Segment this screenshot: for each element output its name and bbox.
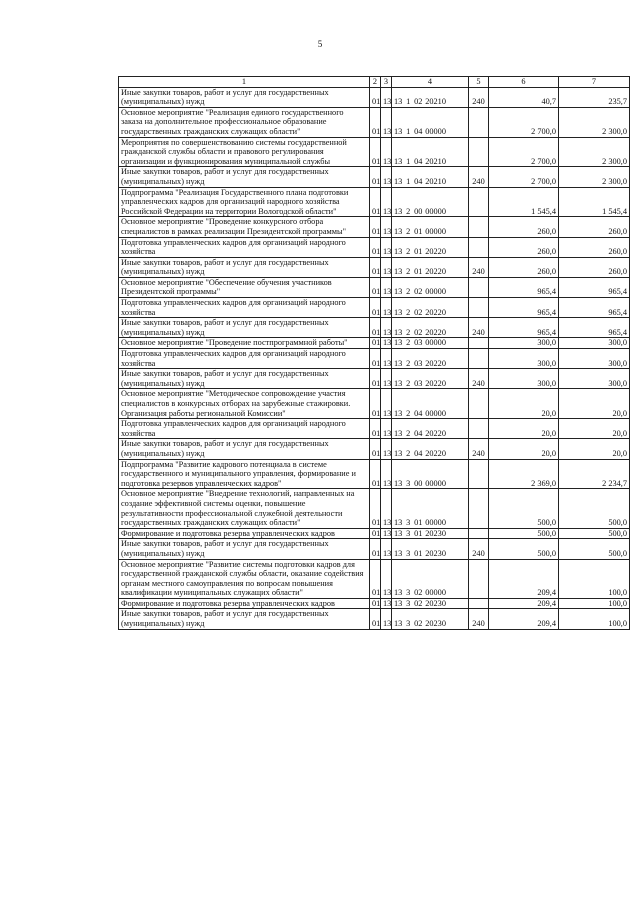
table-row [119,257,630,277]
row-value-year2: 260,0 [559,257,630,277]
row-subsection: 13 [381,257,392,277]
row-expense-type [469,298,489,318]
row-name: Основное мероприятие "Развитие системы подготовки кадров для государственной гражданской службы области, оказание содействия органам местного самоуправления по вопросам повышения квалификации муниципальных служащих области" [119,559,370,598]
row-subsection: 13 [381,389,392,419]
code-part: 13 [394,428,403,438]
row-name: Иные закупки товаров, работ и услуг для государственных (муниципальных) нужд [119,539,370,559]
table-row [119,459,630,489]
code-part: 02 [414,598,423,608]
code-part: 00000 [425,226,446,236]
table-row [119,237,630,257]
row-subsection: 13 [381,107,392,137]
row-value-year1: 2 700,0 [489,137,559,167]
code-part: 02 [414,327,423,337]
table-row [119,598,630,609]
code-part: 13 [394,378,403,388]
row-expense-type [469,349,489,369]
row-value-year1: 2 700,0 [489,167,559,187]
code-part: 1 [406,176,411,186]
row-expense-type [469,459,489,489]
row-value-year1: 20,0 [489,439,559,459]
row-expense-type: 240 [469,257,489,277]
code-part: 2 [406,378,411,388]
row-subsection: 13 [381,439,392,459]
code-part: 20230 [425,619,446,629]
row-target-code [392,369,469,389]
row-target-code [392,338,469,349]
row-section: 01 [370,167,381,187]
row-section: 01 [370,489,381,528]
code-part: 20220 [425,448,446,458]
row-section: 01 [370,318,381,338]
code-part: 20220 [425,307,446,317]
code-part: 13 [394,338,403,348]
row-expense-type [469,187,489,217]
code-part: 20220 [425,267,446,277]
row-target-code [392,137,469,167]
code-part: 13 [394,478,403,488]
code-part: 01 [414,247,423,257]
code-part: 00000 [425,478,446,488]
code-part: 00000 [425,518,446,528]
row-value-year2: 20,0 [559,439,630,459]
table-row [119,217,630,237]
header-cell: 4 [392,77,469,88]
row-name: Иные закупки товаров, работ и услуг для государственных (муниципальных) нужд [119,439,370,459]
code-part: 04 [414,176,423,186]
code-part: 2 [406,307,411,317]
row-section: 01 [370,137,381,167]
code-part: 02 [414,307,423,317]
row-name: Иные закупки товаров, работ и услуг для государственных (муниципальных) нужд [119,87,370,107]
row-value-year2: 300,0 [559,369,630,389]
row-subsection: 13 [381,237,392,257]
code-part: 00 [414,206,423,216]
code-part: 2 [406,287,411,297]
row-value-year2: 2 234,7 [559,459,630,489]
row-subsection: 13 [381,217,392,237]
budget-table [118,76,630,630]
row-value-year2: 260,0 [559,237,630,257]
table-row [119,298,630,318]
code-part: 13 [394,619,403,629]
table-row [119,318,630,338]
code-part: 1 [406,97,411,107]
row-target-code [392,217,469,237]
code-part: 00000 [425,338,446,348]
row-subsection: 13 [381,598,392,609]
row-value-year1: 209,4 [489,609,559,629]
row-section: 01 [370,277,381,297]
row-section: 01 [370,369,381,389]
row-name: Подготовка управленческих кадров для организаций народного хозяйства [119,419,370,439]
row-value-year1: 20,0 [489,389,559,419]
row-target-code [392,277,469,297]
code-part: 2 [406,206,411,216]
row-target-code [392,349,469,369]
row-expense-type [469,237,489,257]
code-part: 13 [394,126,403,136]
code-part: 3 [406,588,411,598]
row-value-year1: 965,4 [489,277,559,297]
row-subsection: 13 [381,87,392,107]
row-value-year2: 500,0 [559,489,630,528]
row-expense-type [469,489,489,528]
header-cell: 5 [469,77,489,88]
row-name: Иные закупки товаров, работ и услуг для государственных (муниципальных) нужд [119,167,370,187]
code-part: 03 [414,338,423,348]
code-part: 13 [394,206,403,216]
row-subsection: 13 [381,459,392,489]
row-name: Основное мероприятие "Реализация единого государственного заказа на дополнительное профессиональное образование государственных гражданских служащих области" [119,107,370,137]
code-part: 00000 [425,408,446,418]
row-subsection: 13 [381,318,392,338]
row-subsection: 13 [381,338,392,349]
row-subsection: 13 [381,277,392,297]
row-section: 01 [370,439,381,459]
row-subsection: 13 [381,167,392,187]
row-expense-type [469,338,489,349]
row-target-code [392,167,469,187]
code-part: 01 [414,548,423,558]
row-target-code [392,298,469,318]
row-section: 01 [370,107,381,137]
code-part: 13 [394,598,403,608]
code-part: 2 [406,408,411,418]
code-part: 13 [394,408,403,418]
row-section: 01 [370,349,381,369]
code-part: 20210 [425,176,446,186]
header-cell: 6 [489,77,559,88]
row-target-code [392,609,469,629]
row-value-year1: 965,4 [489,318,559,338]
row-subsection: 13 [381,369,392,389]
code-part: 20220 [425,358,446,368]
code-part: 04 [414,448,423,458]
row-expense-type: 240 [469,87,489,107]
row-value-year2: 20,0 [559,389,630,419]
code-part: 3 [406,598,411,608]
row-name: Иные закупки товаров, работ и услуг для государственных (муниципальных) нужд [119,318,370,338]
code-part: 02 [414,287,423,297]
row-name: Основное мероприятие "Внедрение технологий, направленных на создание эффективной системы оценки, повышение результативности профессиональной служебной деятельности государственных гражданских служащих области" [119,489,370,528]
row-target-code [392,237,469,257]
row-target-code [392,187,469,217]
row-value-year1: 500,0 [489,489,559,528]
row-value-year2: 100,0 [559,598,630,609]
row-subsection: 13 [381,609,392,629]
row-target-code [392,489,469,528]
row-section: 01 [370,528,381,539]
row-subsection: 13 [381,137,392,167]
row-expense-type [469,107,489,137]
row-expense-type [469,217,489,237]
code-part: 3 [406,548,411,558]
row-name: Основное мероприятие "Проведение конкурсного отбора специалистов в рамках реализации Президентской программы" [119,217,370,237]
code-part: 13 [394,247,403,257]
row-section: 01 [370,598,381,609]
table-row [119,369,630,389]
row-target-code [392,528,469,539]
row-subsection: 13 [381,528,392,539]
row-value-year2: 20,0 [559,419,630,439]
row-name: Подготовка управленческих кадров для организаций народного хозяйства [119,298,370,318]
row-section: 01 [370,187,381,217]
row-subsection: 13 [381,559,392,598]
code-part: 00000 [425,126,446,136]
row-section: 01 [370,338,381,349]
row-name: Иные закупки товаров, работ и услуг для государственных (муниципальных) нужд [119,257,370,277]
row-value-year2: 1 545,4 [559,187,630,217]
code-part: 03 [414,378,423,388]
code-part: 1 [406,126,411,136]
code-part: 01 [414,518,423,528]
row-section: 01 [370,298,381,318]
row-value-year1: 260,0 [489,257,559,277]
table-row [119,559,630,598]
code-part: 00000 [425,287,446,297]
row-name: Основное мероприятие "Обеспечение обучения участников Президентской программы" [119,277,370,297]
code-part: 13 [394,226,403,236]
row-target-code [392,87,469,107]
code-part: 2 [406,267,411,277]
row-value-year1: 209,4 [489,559,559,598]
row-expense-type: 240 [469,609,489,629]
code-part: 13 [394,327,403,337]
row-value-year1: 965,4 [489,298,559,318]
row-value-year1: 2 700,0 [489,107,559,137]
table-row [119,419,630,439]
code-part: 00 [414,478,423,488]
code-part: 13 [394,156,403,166]
row-subsection: 13 [381,419,392,439]
row-section: 01 [370,257,381,277]
code-part: 13 [394,518,403,528]
row-value-year2: 235,7 [559,87,630,107]
row-value-year2: 300,0 [559,338,630,349]
code-part: 13 [394,548,403,558]
header-cell: 3 [381,77,392,88]
code-part: 20220 [425,378,446,388]
code-part: 03 [414,358,423,368]
row-expense-type: 240 [469,167,489,187]
row-target-code [392,559,469,598]
code-part: 20220 [425,247,446,257]
row-target-code [392,107,469,137]
code-part: 13 [394,176,403,186]
header-cell: 7 [559,77,630,88]
row-value-year2: 965,4 [559,318,630,338]
row-name: Формирование и подготовка резерва управленческих кадров [119,528,370,539]
code-part: 2 [406,247,411,257]
table-row [119,338,630,349]
row-value-year1: 20,0 [489,419,559,439]
code-part: 02 [414,588,423,598]
code-part: 3 [406,619,411,629]
table-row [119,389,630,419]
code-part: 3 [406,518,411,528]
code-part: 2 [406,327,411,337]
code-part: 00000 [425,206,446,216]
table-row [119,489,630,528]
row-value-year1: 300,0 [489,349,559,369]
code-part: 01 [414,267,423,277]
code-part: 1 [406,156,411,166]
row-target-code [392,459,469,489]
code-part: 02 [414,619,423,629]
table-row [119,528,630,539]
row-value-year2: 2 300,0 [559,137,630,167]
row-section: 01 [370,217,381,237]
code-part: 20230 [425,548,446,558]
row-expense-type [469,137,489,167]
table-row [119,277,630,297]
row-expense-type: 240 [469,369,489,389]
row-expense-type [469,559,489,598]
page-number: 5 [317,39,323,49]
row-value-year1: 260,0 [489,237,559,257]
row-value-year1: 500,0 [489,528,559,539]
row-name: Формирование и подготовка резерва управленческих кадров [119,598,370,609]
row-target-code [392,318,469,338]
row-value-year1: 300,0 [489,338,559,349]
code-part: 13 [394,588,403,598]
row-subsection: 13 [381,539,392,559]
code-part: 13 [394,287,403,297]
code-part: 02 [414,97,423,107]
code-part: 20220 [425,428,446,438]
row-expense-type: 240 [469,318,489,338]
row-name: Основное мероприятие "Методическое сопровождение участия специалистов в конкурсных отборах на зарубежные стажировки. Организация работы региональной Комиссии" [119,389,370,419]
row-subsection: 13 [381,489,392,528]
row-value-year2: 500,0 [559,528,630,539]
table-row [119,107,630,137]
code-part: 2 [406,428,411,438]
code-part: 20210 [425,156,446,166]
row-value-year1: 260,0 [489,217,559,237]
code-part: 20230 [425,528,446,538]
row-name: Иные закупки товаров, работ и услуг для государственных (муниципальных) нужд [119,609,370,629]
row-section: 01 [370,559,381,598]
code-part: 20230 [425,598,446,608]
row-target-code [392,257,469,277]
row-name: Подготовка управленческих кадров для организаций народного хозяйства [119,349,370,369]
row-section: 01 [370,237,381,257]
code-part: 13 [394,307,403,317]
table-row [119,609,630,629]
header-cell: 2 [370,77,381,88]
row-value-year1: 500,0 [489,539,559,559]
row-section: 01 [370,87,381,107]
row-value-year2: 965,4 [559,277,630,297]
row-section: 01 [370,609,381,629]
code-part: 13 [394,528,403,538]
code-part: 04 [414,126,423,136]
code-part: 2 [406,338,411,348]
code-part: 01 [414,528,423,538]
row-name: Подпрограмма "Реализация Государственного плана подготовки управленческих кадров для организаций народного хозяйства Российской Федерации на территории Вологодской области" [119,187,370,217]
code-part: 13 [394,97,403,107]
row-value-year1: 40,7 [489,87,559,107]
row-subsection: 13 [381,187,392,217]
row-target-code [392,539,469,559]
code-part: 13 [394,358,403,368]
code-part: 04 [414,428,423,438]
row-section: 01 [370,419,381,439]
row-value-year2: 260,0 [559,217,630,237]
row-value-year1: 1 545,4 [489,187,559,217]
code-part: 04 [414,156,423,166]
row-target-code [392,598,469,609]
row-name: Подпрограмма "Развитие кадрового потенциала в системе государственного и муниципального управления, формирование и подготовка резервов управленческих кадров" [119,459,370,489]
row-subsection: 13 [381,349,392,369]
row-target-code [392,389,469,419]
code-part: 01 [414,226,423,236]
row-expense-type [469,419,489,439]
code-part: 20220 [425,327,446,337]
table-header-row [119,77,630,88]
table-row [119,137,630,167]
row-value-year2: 300,0 [559,349,630,369]
row-name: Подготовка управленческих кадров для организаций народного хозяйства [119,237,370,257]
table-row [119,87,630,107]
table-row [119,167,630,187]
row-expense-type: 240 [469,439,489,459]
row-target-code [392,439,469,459]
table-row [119,439,630,459]
row-subsection: 13 [381,298,392,318]
row-value-year1: 2 369,0 [489,459,559,489]
row-name: Мероприятия по совершенствованию системы государственной гражданской службы области и правового регулирования организации и функционирования муниципальной службы [119,137,370,167]
row-target-code [392,419,469,439]
row-expense-type: 240 [469,539,489,559]
row-value-year1: 300,0 [489,369,559,389]
code-part: 00000 [425,588,446,598]
row-value-year1: 209,4 [489,598,559,609]
code-part: 2 [406,358,411,368]
row-value-year2: 2 300,0 [559,107,630,137]
row-value-year2: 100,0 [559,559,630,598]
code-part: 3 [406,528,411,538]
table-row [119,539,630,559]
code-part: 04 [414,408,423,418]
row-section: 01 [370,459,381,489]
row-value-year2: 2 300,0 [559,167,630,187]
code-part: 2 [406,226,411,236]
row-value-year2: 100,0 [559,609,630,629]
row-expense-type [469,389,489,419]
header-cell: 1 [119,77,370,88]
code-part: 13 [394,448,403,458]
code-part: 13 [394,267,403,277]
row-expense-type [469,528,489,539]
table-row [119,187,630,217]
table-row [119,349,630,369]
code-part: 2 [406,448,411,458]
row-value-year2: 500,0 [559,539,630,559]
code-part: 20210 [425,97,446,107]
row-expense-type [469,277,489,297]
row-value-year2: 965,4 [559,298,630,318]
code-part: 3 [406,478,411,488]
row-name: Иные закупки товаров, работ и услуг для государственных (муниципальных) нужд [119,369,370,389]
row-name: Основное мероприятие "Проведение постпрограммной работы" [119,338,370,349]
row-expense-type [469,598,489,609]
row-section: 01 [370,539,381,559]
row-section: 01 [370,389,381,419]
